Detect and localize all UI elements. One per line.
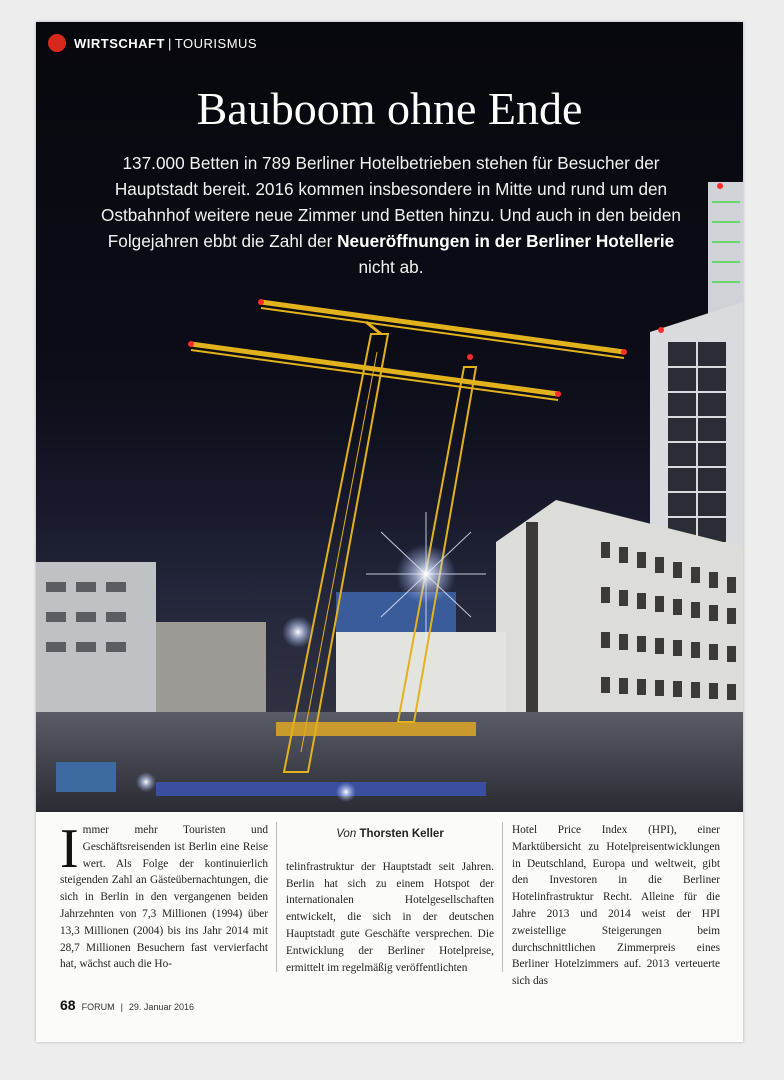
hero-photo (36, 22, 743, 812)
body-column-1: Immer mehr Touristen und Geschäftsreisenden ist Berlin eine Reise wert. Als Folge der kontinuierlich steigenden Zahl an Gästeübernachtungen, die sich in Berlin in den vergangenen beiden Jahrzehnten von 7,3 Millionen (1994) über 13,3 Millionen (2004) bis ins Jahr 2014 mit 28,7 Millionen Besuchern fast vervierfacht hat, wächst auch die Ho- (60, 818, 268, 971)
dropcap: I (60, 818, 79, 880)
byline: Von Thorsten Keller (336, 828, 444, 840)
section-dot-icon (48, 34, 66, 52)
construction-night-scene (36, 22, 743, 812)
article-lead: 137.000 Betten in 789 Berliner Hotelbetrieben stehen für Besucher der Hauptstadt bereit. 2016 kommen insbesondere in Mitte und rund um den Ostbahnhof weitere neue Zimmer und Betten hinzu. Und auch in den beiden Folgejahren ebbt die Zahl der Neueröffnungen in der Berliner Hotellerie nicht ab. (101, 153, 681, 277)
subsection-label: TOURISMUS (174, 35, 258, 51)
section-rubric: WIRTSCHAFT | TOURISMUS (48, 34, 257, 52)
section-label: WIRTSCHAFT (74, 35, 165, 51)
page-footer: 68 FORUM | 29. Januar 2016 (60, 997, 194, 1013)
lead-emphasis: Neueröffnungen in der Berliner Hotellerie (337, 231, 675, 251)
issue-date: 29. Januar 2016 (128, 1002, 194, 1012)
article-headline: Bauboom ohne Ende (196, 83, 583, 134)
article-body (60, 818, 720, 990)
page-number: 68 (60, 997, 76, 1013)
author-name: Thorsten Keller (359, 828, 444, 840)
body-column-3: Hotel Price Index (HPI), einer Marktübersicht zu Hotelpreisentwicklungen in Deutschland, Europa und weltweit, gibt den Investoren in die Berliner Hotelinfrastruktur Recht. Alleine für die Jahre 2013 und 2014 weist der HPI zweistellige Steigerungen beim durchschnittlichen Zimmerpreis eines Berliner Hotelzimmers auf. 2013 verteuerte sich das (512, 824, 720, 988)
magazine-page (36, 22, 743, 1042)
body-column-2: Von Thorsten Keller telinfrastruktur der Hauptstadt seit Jahren. Berlin hat sich zu einem Hotspot der internationalen Hotelgesellschaften entwickelt, die sich in der deutschen Hauptstadt gute Geschäfte versprechen. Die Entwicklung der Berliner Hotelpreise, ermittelt im regelmäßig veröffentlichten (286, 828, 494, 974)
magazine-name: FORUM (81, 1002, 115, 1012)
